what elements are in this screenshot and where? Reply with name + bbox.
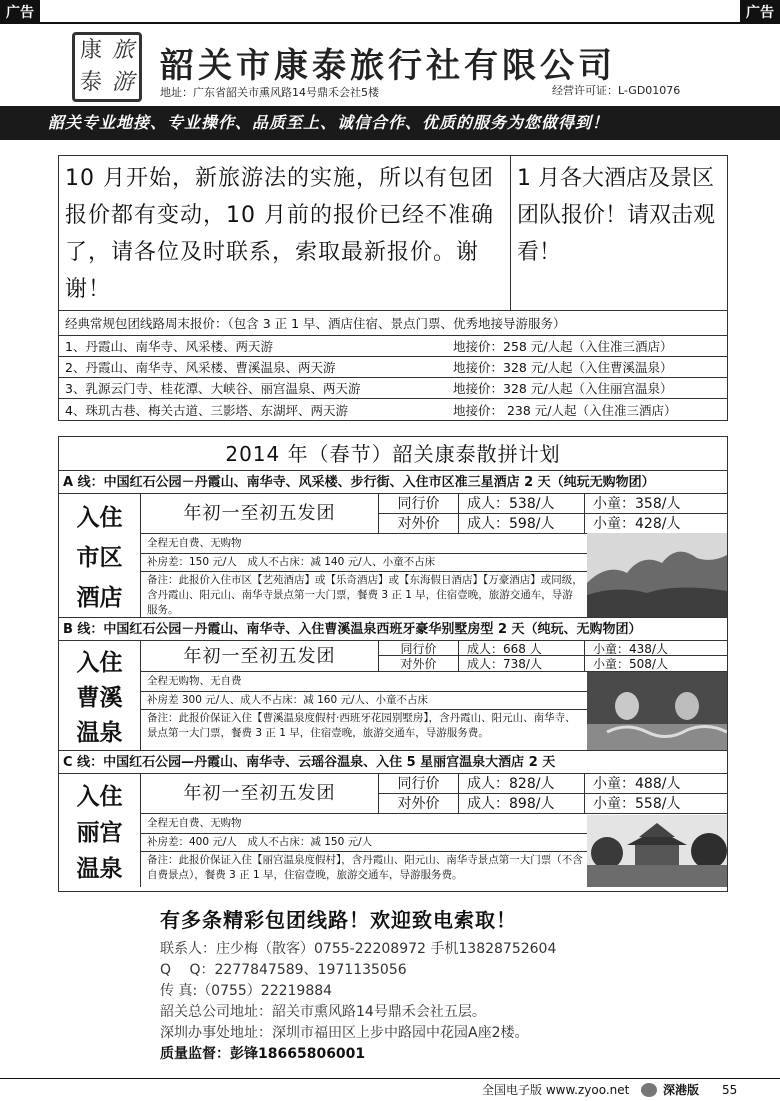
line-b-heading: B 线：中国红石公园－丹霞山、南华寺、入住曹溪温泉西班牙豪华别墅房型 2 天（纯玩、无购物团）: [59, 618, 727, 641]
slogan-banner: 韶关专业地接、专业操作、品质至上、诚信合作、优质的服务为您做得到！: [0, 106, 780, 140]
contact-qq: Q Q：2277847589、1971135056: [160, 962, 407, 978]
line-c-tag: 入住 丽宫 温泉: [59, 774, 141, 887]
line-b-block: [59, 641, 727, 751]
hot-spring-photo: [587, 672, 727, 750]
route-row: 3、乳源云门寺、桂花潭、大峡谷、丽宫温泉、两天游 地接价：328 元/人起（入住丽宫温泉）: [59, 378, 727, 399]
contact-fax: 传 真:（0755）22219884: [160, 983, 333, 999]
line-b-tag: 入住 曹溪 温泉: [59, 641, 141, 750]
footer-edition: 深港版: [663, 1083, 700, 1097]
line-b-prices: 同行价 成人：668 人 小童：438/人 对外价 成人：738/人 小童：508/人: [379, 641, 727, 672]
line-b-departure: 年初一至初五发团: [141, 641, 379, 672]
route-row: 2、丹霞山、南华寺、风采楼、曹溪温泉、两天游 地接价：328 元/人起（入住曹溪温泉）: [59, 357, 727, 378]
edition-logo-icon: [641, 1083, 657, 1097]
line-a-details: 全程无自费、无购物 补房差：150 元/人 成人不占床：减 140 元/人、小童不占床 备注：此报价入住市区【艺苑酒店】或【乐奇酒店】或【东海假日酒店】【万豪酒店】或同级，含丹霞山、阳元山、南华寺景点第一大门票，餐费 3 正 1 早，住宿壹晚，旅游交通车，导游服务。: [141, 534, 589, 617]
spring-plan-table: [58, 436, 728, 892]
routes-table: [58, 311, 728, 421]
line-a-tag: 入住 市区 酒店: [59, 494, 141, 617]
line-c-departure: 年初一至初五发团: [141, 774, 379, 814]
license-number: 经营许可证：L-GD01076: [552, 84, 681, 97]
company-address: 地址：广东省韶关市熏风路14号鼎禾会社5楼: [160, 86, 379, 99]
line-a-departure: 年初一至初五发团: [141, 494, 379, 534]
company-logo: 康 旅 泰 游: [72, 32, 142, 102]
line-a-block: [59, 494, 727, 618]
notice-side-text[interactable]: 1 月各大酒店及景区团队报价！请双击观看！: [517, 166, 716, 265]
line-a-prices: 同行价 成人：538/人 小童：358/人 对外价 成人：598/人 小童：428/人: [379, 494, 727, 534]
routes-header: 经典常规包团线路周末报价：（包含 3 正 1 早、酒店住宿、景点门票、优秀地接导游服务）: [59, 311, 727, 336]
header: [0, 22, 780, 104]
danxia-mountain-photo: [587, 533, 727, 617]
notice-main-text: 10 月开始，新旅游法的实施，所以有包团报价都有变动，10 月前的报价已经不准确了，请各位及时联系，索取最新报价。谢谢！: [59, 156, 511, 310]
notice-box: [58, 155, 728, 311]
page-number: 55: [722, 1083, 738, 1097]
route-row: 4、珠玑古巷、梅关古道、三影塔、东湖坪、两天游 地接价： 238 元/人起（入住准三酒店）: [65, 402, 677, 418]
hq-address: 韶关总公司地址：韶关市熏风路14号鼎禾会社五层。: [160, 1004, 486, 1020]
ad-label-left: 广告: [0, 0, 40, 24]
contact-person: 联系人：庄少梅（散客）0755-22208972 手机13828752604: [160, 941, 557, 957]
line-c-details: 全程无自费、无购物 补房差：400 元/人 成人不占床：减 150 元/人 备注：此报价保证入住【丽宫温泉度假村】，含丹霞山、阳元山、南华寺景点第一大门票（不含自费景点），餐费 3 正 1 早，住宿壹晚，旅游交通车，导游服务费。: [141, 814, 589, 887]
line-c-heading: C 线：中国红石公园—丹霞山、南华寺、云瑶谷温泉、入住 5 星丽宫温泉大酒店 2 天: [59, 751, 727, 774]
shenzhen-office-address: 深圳办事处地址：深圳市福田区上步中路园中花园A座2楼。: [160, 1025, 529, 1041]
footer-site[interactable]: 全国电子版 www.zyoo.net: [482, 1083, 630, 1097]
quality-supervisor: 质量监督：彭锋18665806001: [160, 1046, 366, 1062]
company-name: 韶关市康泰旅行社有限公司: [160, 46, 616, 86]
line-b-details: 全程无购物、无自费 补房差 300 元/人、成人不占床：减 160 元/人、小童不占床 备注：此报价保证入住【曹溪温泉度假村·西班牙花园别墅房】，含丹霞山、阳元山、南华寺、景点第一大门票，餐费 3 正 1 早，住宿壹晚，旅游交通车，导游服务费。: [141, 672, 589, 750]
ad-label-right: 广告: [740, 0, 780, 24]
line-c-block: [59, 774, 727, 887]
footer: [0, 1078, 780, 1100]
line-c-prices: 同行价 成人：828/人 小童：488/人 对外价 成人：898/人 小童：558/人: [379, 774, 727, 814]
route-row: 1、丹霞山、南华寺、风采楼、两天游 地接价：258 元/人起（入住准三酒店）: [59, 336, 727, 357]
contact-section: [160, 904, 740, 1065]
contact-title: 有多条精彩包团线路！欢迎致电索取！: [160, 908, 517, 932]
plan-title: 2014 年（春节）韶关康泰散拼计划: [59, 437, 727, 471]
ligong-resort-photo: [587, 815, 727, 887]
line-a-heading: A 线：中国红石公园－丹霞山、南华寺、风采楼、步行街、入住市区准三星酒店 2 天（纯玩无购物团）: [59, 471, 727, 494]
